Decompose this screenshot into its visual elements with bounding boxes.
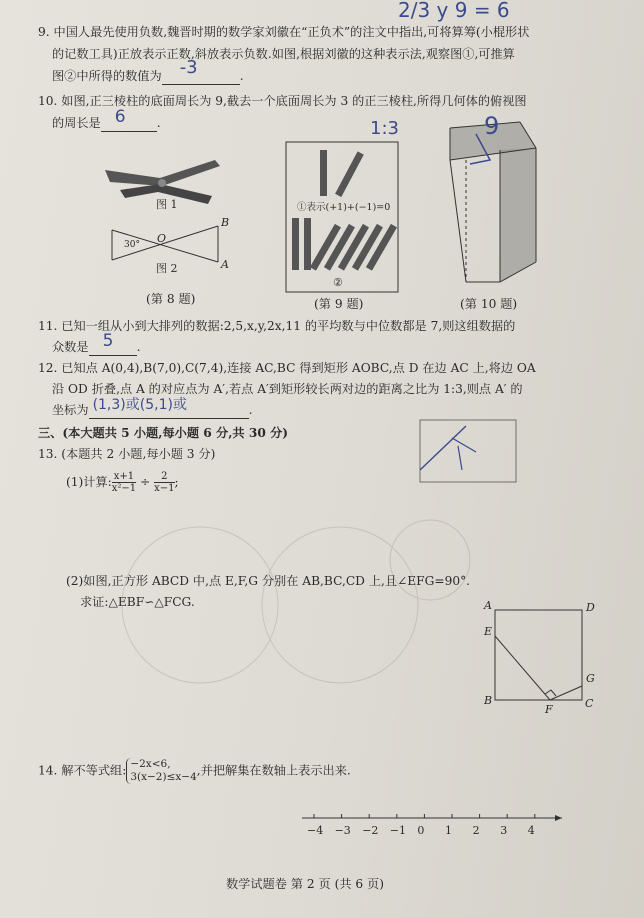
q9-line2: 的记数工具)正放表示正数,斜放表示负数.如图,根据刘徽的这种表示法,观察图①,可推算 xyxy=(52,47,515,61)
q13-part1: (1)计算: $\frac{x+1}{\text{x²−1}}$ ÷ $\frac{2}{x-1}$ ; xyxy=(66,471,179,494)
q11-answer: 5 xyxy=(102,331,114,351)
fig8-caption: (第 8 题) xyxy=(146,292,196,306)
number-line-tick-label: −4 xyxy=(307,824,324,837)
fig8-point-a: A xyxy=(221,258,229,271)
q12-line2: 沿 OD 折叠,点 A 的对应点为 A′,若点 A′到矩形较长两对边的距离之比为 1:3,则点 A′ 的 xyxy=(52,382,523,396)
fig10-caption: (第 10 题) xyxy=(460,297,518,311)
number-line-tick-label: −2 xyxy=(362,824,379,837)
number-line-tick-label: 1 xyxy=(445,824,452,837)
fig9-label1: ①表示(+1)+(−1)=0 xyxy=(297,202,391,213)
q9-line3: 图②中所得的数值为 -3 . xyxy=(52,57,244,83)
number-line-tick-label: 4 xyxy=(527,824,535,837)
square-label-c: C xyxy=(585,697,594,710)
q12-line1: 12. 已知点 A(0,4),B(7,0),C(7,4),连接 AC,BC 得到矩形 AOBC,点 D 在边 AC 上,将边 OA xyxy=(38,361,536,375)
number-line-tick-label: 3 xyxy=(500,824,508,837)
fig9-label2: ② xyxy=(333,276,343,289)
number-line-tick-label: −3 xyxy=(334,824,351,837)
q11-line1: 11. 已知一组从小到大排列的数据:2,5,x,y,2x,11 的平均数与中位数都是 7,则这组数据的 xyxy=(38,319,516,333)
square-label-g: G xyxy=(586,672,595,685)
handwritten-nine: 9 xyxy=(484,112,500,140)
square-label-a: A xyxy=(484,599,492,612)
q10-line1: 10. 如图,正三棱柱的底面周长为 9,截去一个底面周长为 3 的正三棱柱,所得几何体的俯视图 xyxy=(38,94,527,108)
handwritten-ratio: 1:3 xyxy=(370,118,399,139)
fig8-label2: 图 2 xyxy=(156,262,178,275)
q9-answer: -3 xyxy=(179,57,198,78)
q12-line3: 坐标为 (1,3)或(5,1)或 . xyxy=(52,397,253,417)
number-line-tick-label: 0 xyxy=(417,824,425,837)
page-footer: 数学试题卷 第 2 页 (共 6 页) xyxy=(226,877,384,891)
fig8-point-o: O xyxy=(157,232,167,245)
fig9-caption: (第 9 题) xyxy=(314,297,364,311)
q13-title: 13. (本题共 2 小题,每小题 3 分) xyxy=(38,447,216,461)
number-line-tick-label: −1 xyxy=(389,824,407,837)
fig8-label1: 图 1 xyxy=(156,198,178,211)
q13-part2-line2: 求证:△EBF∽△FCG. xyxy=(80,595,195,609)
square-label-d: D xyxy=(586,601,595,614)
q12-answer: (1,3)或(5,1)或 xyxy=(92,397,187,413)
q9-line1: 9. 中国人最先使用负数,魏晋时期的数学家刘徽在“正负术”的注文中指出,可将算筹(小棍形状 xyxy=(38,25,530,39)
fig8-point-b: B xyxy=(221,216,230,229)
q10-line2: 的周长是 6 . xyxy=(52,107,161,130)
q13-part2-line1: (2)如图,正方形 ABCD 中,点 E,F,G 分别在 AB,BC,CD 上,且∠EFG=90°. xyxy=(66,574,471,588)
q14: 14. 解不等式组: −2x<6, 3(x−2)≤x−4 ,并把解集在数轴上表示出来. xyxy=(38,758,351,783)
square-label-f: F xyxy=(545,703,553,716)
q10-answer: 6 xyxy=(114,107,126,127)
number-line-tick-label: 2 xyxy=(472,824,480,837)
q11-line2: 众数是 5 . xyxy=(52,331,141,354)
fig8-angle: 30° xyxy=(124,240,140,250)
section3-heading: 三、(本大题共 5 小题,每小题 6 分,共 30 分) xyxy=(38,426,289,440)
square-label-b: B xyxy=(484,694,493,707)
handwritten-note: 2/3 y 9 = 6 xyxy=(398,0,510,22)
square-label-e: E xyxy=(484,625,493,638)
